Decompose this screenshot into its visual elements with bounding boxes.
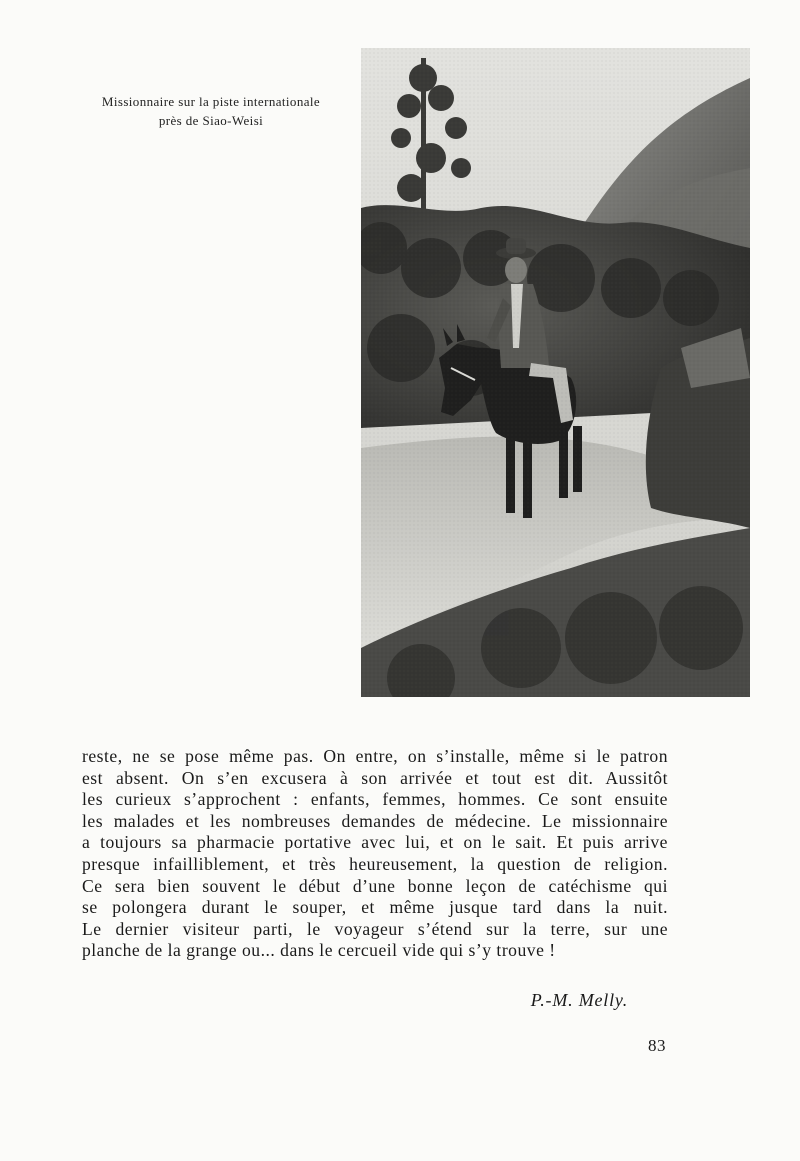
body-line-8: se polongera durant le souper, et même jusque tard dans la nuit.	[82, 897, 668, 918]
body-paragraph	[82, 746, 668, 962]
caption-line-1: Missionnaire sur la piste internationale	[101, 94, 321, 109]
author-signature: P.-M. Melly.	[530, 990, 628, 1010]
body-line-2: est absent. On s’en excusera à son arrivée et tout est dit. Aussitôt	[82, 767, 668, 788]
body-line-1: reste, ne se pose même pas. On entre, on s’installe, même si le patron	[82, 746, 668, 766]
body-line-3: les curieux s’approchent : enfants, femmes, hommes. Ce sont ensuite	[82, 789, 668, 810]
body-line-7: Ce sera bien souvent le début d’une bonne leçon de catéchisme qui	[82, 875, 668, 896]
caption-line-2: près de Siao-Weisi	[158, 113, 264, 128]
missionary-on-mule-photo	[361, 48, 750, 697]
body-line-6: presque infailliblement, et très heureusement, la question de religion.	[82, 853, 668, 874]
body-line-5: a toujours sa pharmacie portative avec lui, et on le sait. Et puis arrive	[82, 832, 668, 853]
photo-caption	[70, 92, 352, 130]
body-line-10: planche de la grange ou... dans le cercueil vide qui s’y trouve !	[82, 940, 556, 961]
page-number: 83	[648, 1036, 666, 1055]
body-line-9: Le dernier visiteur parti, le voyageur s’étend sur la terre, sur une	[82, 918, 668, 939]
body-line-4: les malades et les nombreuses demandes de médecine. Le missionnaire	[82, 810, 668, 831]
